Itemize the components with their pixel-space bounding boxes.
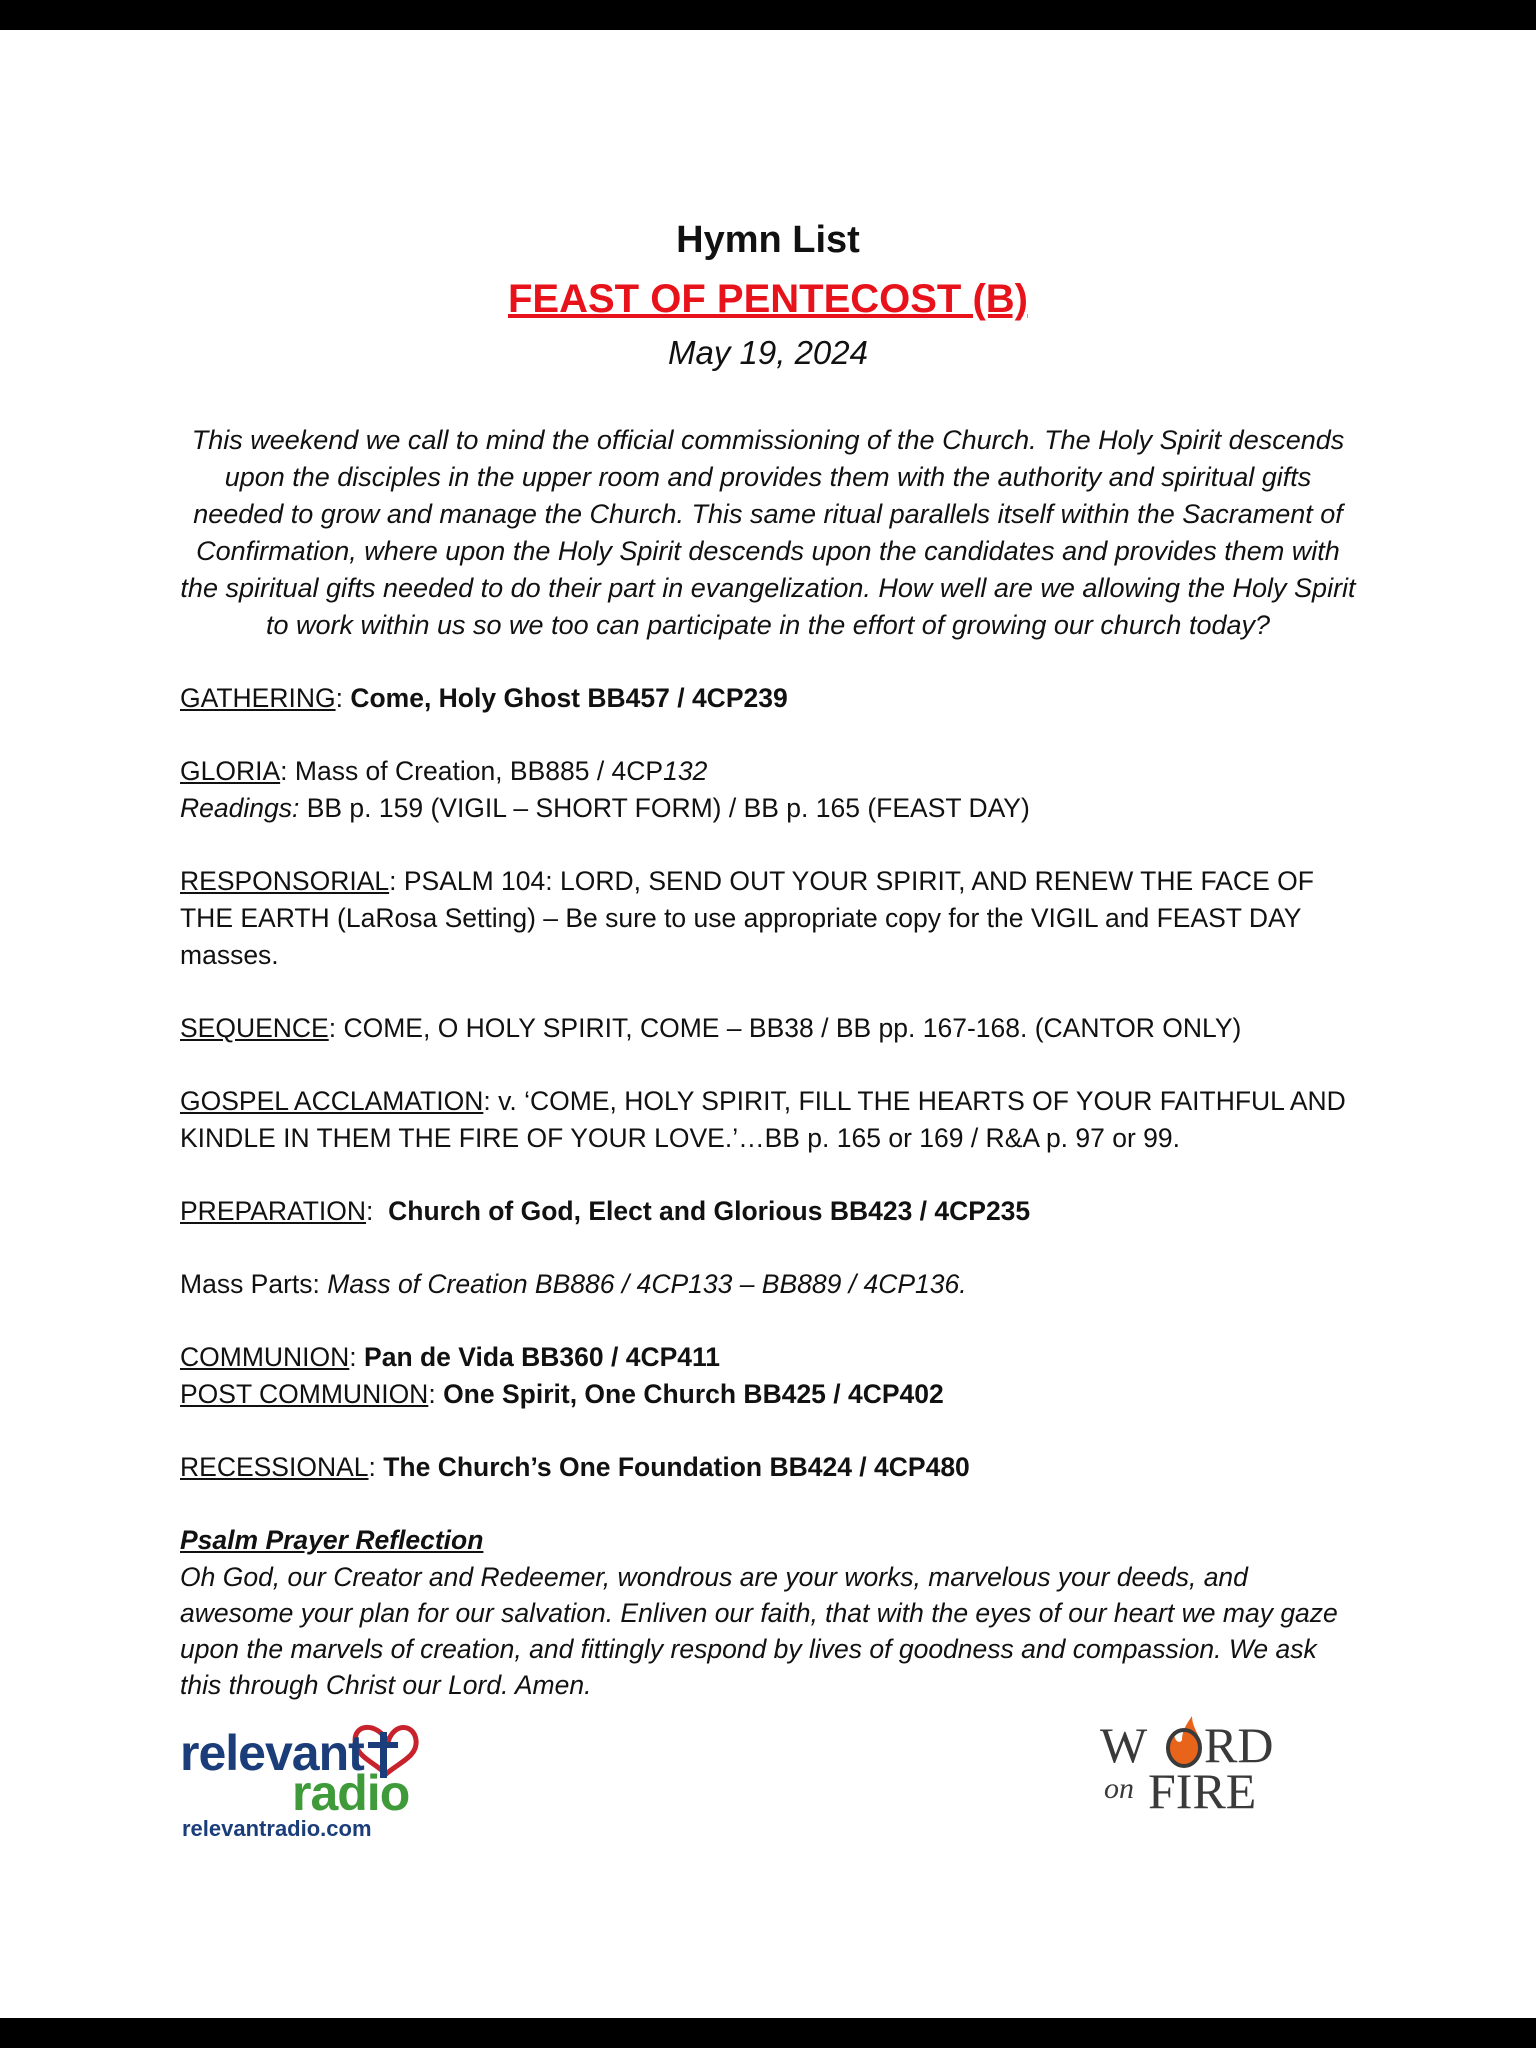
communion-hymn: Pan de Vida BB360 / 4CP411 — [364, 1342, 721, 1372]
gloria-label: GLORIA — [180, 756, 281, 786]
mass-parts-line — [180, 1266, 1356, 1303]
prayer-heading: Psalm Prayer Reflection — [180, 1525, 484, 1555]
readings-value: BB p. 159 (VIGIL – SHORT FORM) / BB p. 165 (FEAST DAY) — [299, 793, 1030, 823]
recessional-hymn: The Church’s One Foundation BB424 / 4CP480 — [383, 1452, 970, 1482]
wof-w: W — [1100, 1717, 1148, 1773]
recessional-line: RECESSIONAL: The Church’s One Foundation BB424 / 4CP480 — [180, 1452, 970, 1482]
wof-on: on — [1104, 1772, 1134, 1805]
gloria-value-italic: 132 — [663, 756, 708, 786]
responsorial-line: RESPONSORIAL: PSALM 104: LORD, SEND OUT YOUR SPIRIT, AND RENEW THE FACE OF THE EARTH (LaRosa Setting) – Be sure to use appropriate copy for the VIGIL and FEAST DAY masses. — [180, 866, 1314, 970]
preparation-label: PREPARATION — [180, 1196, 367, 1226]
responsorial-value: PSALM 104: LORD, SEND OUT YOUR SPIRIT, AND RENEW THE FACE OF THE EARTH (LaRosa Setting) – Be sure to use appropriate copy for the VIGIL and FEAST DAY masses. — [180, 866, 1314, 970]
communion-label: COMMUNION — [180, 1342, 350, 1372]
readings-line — [180, 790, 1356, 827]
gospel-line: GOSPEL ACCLAMATION: v. ‘COME, HOLY SPIRIT, FILL THE HEARTS OF YOUR FAITHFUL AND KINDLE IN THEM THE FIRE OF YOUR LOVE.’…BB p. 165 or 169 / R&A p. 97 or 99. — [180, 1086, 1346, 1153]
wof-fire: FIRE — [1148, 1763, 1257, 1816]
gospel-label: GOSPEL ACCLAMATION — [180, 1086, 484, 1116]
preparation-hymn: Church of God, Elect and Glorious BB423 / 4CP235 — [388, 1196, 1031, 1226]
bottom-black-bar — [0, 2018, 1536, 2048]
preparation-line: PREPARATION: Church of God, Elect and Glorious BB423 / 4CP235 — [180, 1196, 1031, 1226]
prayer-text: Oh God, our Creator and Redeemer, wondrous are your works, marvelous your deeds, and awesome your plan for our salvation. Enliven our faith, that with the eyes of our heart we may gaze upon the marvels of creation, and fittingly respond by lives of goodness and compassion. We ask this through Christ our Lord. Amen. — [180, 1562, 1338, 1700]
wof-rd: RD — [1204, 1717, 1274, 1773]
sequence-line: SEQUENCE: COME, O HOLY SPIRIT, COME – BB38 / BB pp. 167-168. (CANTOR ONLY) — [180, 1013, 1242, 1043]
gathering-label: GATHERING — [180, 683, 336, 713]
post-communion-line: POST COMMUNION: One Spirit, One Church BB425 / 4CP402 — [180, 1379, 944, 1409]
sequence-value: COME, O HOLY SPIRIT, COME – BB38 / BB pp. 167-168. (CANTOR ONLY) — [343, 1013, 1242, 1043]
top-black-bar — [0, 0, 1536, 30]
feast-date: May 19, 2024 — [668, 334, 868, 371]
relevant-word: relevant — [180, 1725, 364, 1781]
gloria-line: GLORIA: Mass of Creation, BB885 / 4CP132 — [180, 756, 708, 786]
radio-word: radio — [292, 1765, 410, 1821]
sequence-label: SEQUENCE — [180, 1013, 329, 1043]
relevant-url: relevantradio.com — [182, 1816, 372, 1840]
post-communion-label: POST COMMUNION — [180, 1379, 429, 1409]
mass-parts-label: Mass Parts: — [180, 1269, 328, 1299]
gathering-line: GATHERING: Come, Holy Ghost BB457 / 4CP239 — [180, 683, 788, 713]
mass-parts-value: Mass of Creation BB886 / 4CP133 – BB889 / 4CP136. — [327, 1269, 967, 1299]
word-on-fire-logo — [1100, 1716, 1330, 1816]
responsorial-label: RESPONSORIAL — [180, 866, 390, 896]
intro-paragraph: This weekend we call to mind the official commissioning of the Church. The Holy Spirit descends upon the disciples in the upper room and provides them with the authority and spiritual gifts needed to grow and manage the Church. This same ritual parallels itself within the Sacrament of Confirmation, where upon the Holy Spirit descends upon the candidates and provides them with the spiritual gifts needed to do their part in evangelization. How well are we allowing the Holy Spirit to work within us so we too can participate in the effort of growing our church today? — [180, 425, 1356, 640]
recessional-label: RECESSIONAL — [180, 1452, 369, 1482]
page-title: Hymn List — [676, 219, 860, 261]
communion-line: COMMUNION: Pan de Vida BB360 / 4CP411 — [180, 1342, 721, 1372]
document-page — [180, 210, 1356, 1703]
gloria-value: Mass of Creation, BB885 / 4CP — [294, 756, 664, 786]
gathering-hymn: Come, Holy Ghost BB457 / 4CP239 — [350, 683, 788, 713]
cross-horizontal — [368, 1742, 398, 1748]
feast-title: FEAST OF PENTECOST (B) — [508, 277, 1028, 321]
post-communion-hymn: One Spirit, One Church BB425 / 4CP402 — [443, 1379, 944, 1409]
gospel-value: v. ‘COME, HOLY SPIRIT, FILL THE HEARTS OF YOUR FAITHFUL AND KINDLE IN THEM THE FIRE OF YOUR LOVE.’…BB p. 165 or 169 / R&A p. 97 or 99. — [180, 1086, 1346, 1153]
relevant-radio-logo — [180, 1712, 440, 1840]
readings-label: Readings: — [180, 793, 300, 823]
